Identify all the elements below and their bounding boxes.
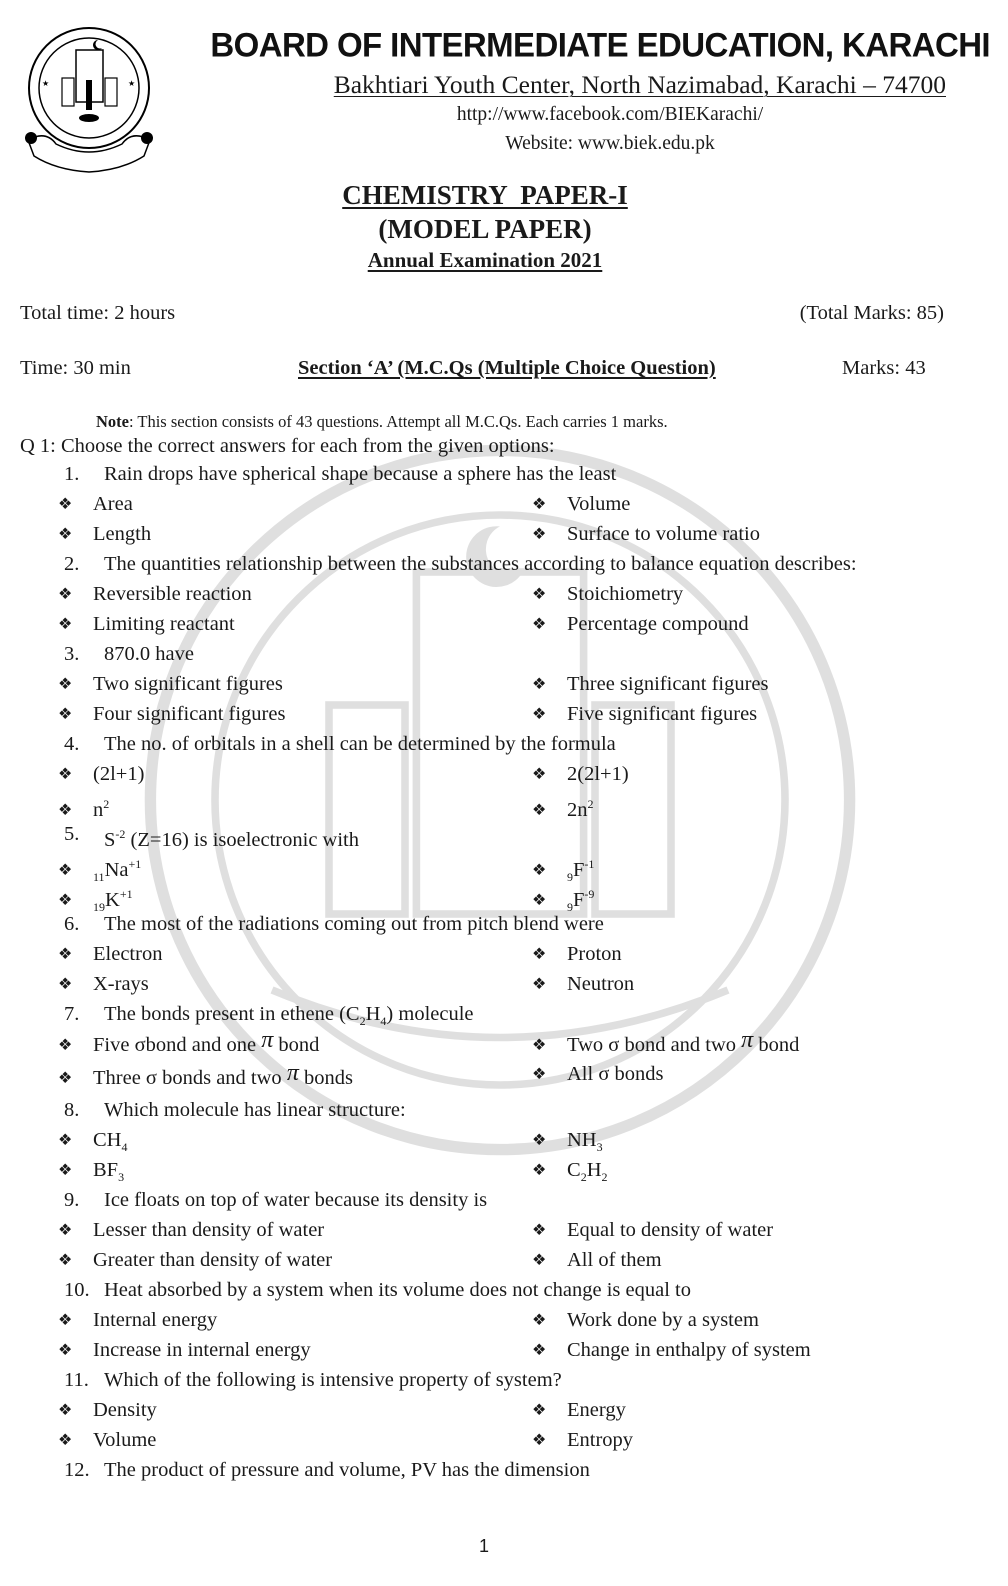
pi-symbol: π	[261, 1027, 274, 1053]
paper-subtitle	[250, 214, 720, 245]
diamond-bullet-icon: ❖	[58, 616, 73, 633]
question-number: 5.	[64, 823, 80, 845]
option-text: 2(2l+1)	[567, 763, 629, 785]
option[interactable]	[58, 1128, 127, 1159]
option[interactable]	[532, 522, 760, 548]
diamond-bullet-icon: ❖	[58, 1070, 73, 1087]
question-number: 9.	[64, 1189, 80, 1211]
diamond-bullet-icon: ❖	[58, 946, 73, 963]
superscript: 2	[587, 797, 594, 811]
option-text: Entropy	[567, 1429, 634, 1451]
option-text: BF	[93, 1159, 119, 1181]
diamond-bullet-icon: ❖	[58, 1162, 73, 1179]
option-text: (2l+1)	[93, 763, 145, 785]
option-text: Electron	[93, 943, 163, 965]
diamond-bullet-icon: ❖	[58, 586, 73, 603]
diamond-bullet-icon: ❖	[58, 1342, 73, 1359]
diamond-bullet-icon: ❖	[532, 891, 547, 909]
diamond-bullet-icon: ❖	[532, 1402, 547, 1419]
option[interactable]	[58, 762, 144, 788]
option-text: K	[105, 888, 120, 911]
diamond-bullet-icon: ❖	[532, 1312, 547, 1329]
subscript: 19	[93, 899, 105, 914]
question	[0, 1098, 1008, 1128]
option[interactable]	[532, 1308, 759, 1334]
q1-instruction: Q 1: Choose the correct answers for each from the given options:	[20, 435, 555, 457]
option-text: F	[573, 888, 585, 911]
diamond-bullet-icon: ❖	[58, 676, 73, 693]
superscript: -2	[115, 827, 126, 841]
diamond-bullet-icon: ❖	[58, 766, 73, 783]
superscript: -9	[584, 887, 595, 901]
question	[0, 552, 1008, 582]
option-text: Greater than density of water	[93, 1249, 333, 1271]
option[interactable]	[532, 1158, 608, 1189]
option-text: Three σ bonds and two	[93, 1067, 287, 1089]
pi-symbol: π	[286, 1060, 299, 1086]
option[interactable]	[58, 942, 162, 968]
option[interactable]	[58, 1027, 320, 1059]
diamond-bullet-icon: ❖	[58, 1037, 73, 1054]
option-text: n	[93, 798, 104, 821]
board-address	[200, 70, 946, 100]
option-text: Four significant figures	[93, 703, 286, 725]
exam-title-text: Annual Examination 2021	[367, 248, 603, 272]
diamond-bullet-icon: ❖	[532, 616, 547, 633]
facebook-link[interactable]: http://www.facebook.com/BIEKarachi/	[456, 104, 764, 125]
section-time: Time: 30 min	[20, 357, 131, 379]
question-number: 11.	[64, 1369, 89, 1391]
option[interactable]	[58, 492, 133, 518]
diamond-bullet-icon: ❖	[532, 1132, 547, 1149]
diamond-bullet-icon: ❖	[532, 1066, 547, 1083]
option-text: Stoichiometry	[567, 583, 684, 605]
text-part: (Z=16) is isoelectronic with	[125, 828, 359, 851]
total-time: Total time: 2 hours	[20, 302, 176, 324]
diamond-bullet-icon: ❖	[532, 1162, 547, 1179]
option[interactable]	[532, 1248, 662, 1274]
option-text: Energy	[567, 1399, 626, 1421]
diamond-bullet-icon: ❖	[532, 706, 547, 723]
section-marks: Marks: 43	[842, 357, 926, 379]
diamond-bullet-icon: ❖	[532, 861, 547, 879]
option-text: Na	[104, 858, 129, 881]
diamond-bullet-icon: ❖	[58, 976, 73, 993]
diamond-bullet-icon: ❖	[532, 1222, 547, 1239]
diamond-bullet-icon: ❖	[58, 801, 73, 819]
option-text: bond	[273, 1034, 320, 1056]
exam-title	[250, 248, 720, 273]
subscript: 3	[118, 1170, 125, 1185]
section-title-text: Section ‘A’ (M.C.Qs (Multiple Choice Question)	[298, 357, 716, 379]
diamond-bullet-icon: ❖	[58, 891, 73, 909]
option[interactable]	[532, 762, 629, 788]
subscript: 9	[567, 869, 573, 884]
option-text: Length	[93, 523, 152, 545]
diamond-bullet-icon: ❖	[58, 1432, 73, 1449]
option[interactable]	[532, 1027, 800, 1059]
question-number: 10.	[64, 1279, 90, 1301]
diamond-bullet-icon: ❖	[532, 946, 547, 963]
question-number: 12.	[64, 1459, 90, 1481]
option-text: All σ bonds	[567, 1063, 664, 1085]
option[interactable]	[58, 1338, 311, 1364]
option-text: Three significant figures	[567, 673, 769, 695]
subscript: 3	[596, 1140, 603, 1155]
option-text: Volume	[567, 493, 631, 515]
option[interactable]	[58, 1060, 353, 1092]
option-text: Equal to density of water	[567, 1219, 774, 1241]
option[interactable]	[58, 702, 285, 728]
option[interactable]	[532, 972, 634, 998]
option[interactable]	[532, 942, 622, 968]
question-text: Ice floats on top of water because its density is	[104, 1189, 488, 1211]
option[interactable]	[58, 522, 151, 548]
question-number: 6.	[64, 913, 80, 935]
question-text: 870.0 have	[104, 643, 194, 665]
option-text: C	[567, 1159, 581, 1181]
option-text: Volume	[93, 1429, 157, 1451]
paper-title-text: CHEMISTRY PAPER-I	[342, 180, 628, 210]
question-text: The quantities relationship between the substances according to balance equation describes:	[104, 553, 857, 575]
question-text: Heat absorbed by a system when its volume does not change is equal to	[104, 1279, 691, 1301]
subscript: 4	[121, 1140, 128, 1155]
pi-symbol: π	[741, 1027, 754, 1053]
option[interactable]	[532, 1338, 811, 1364]
biek-logo-icon	[16, 20, 162, 182]
option[interactable]	[58, 612, 235, 638]
question-text	[104, 822, 359, 852]
option-text: Work done by a system	[567, 1309, 759, 1331]
subscript: 4	[380, 1014, 387, 1029]
superscript: -1	[584, 857, 595, 871]
subscript: 2	[601, 1170, 608, 1185]
note-label: Note	[96, 412, 129, 431]
option-text: bonds	[298, 1067, 353, 1089]
diamond-bullet-icon: ❖	[532, 676, 547, 693]
text-part: ) molecule	[386, 1003, 474, 1025]
option[interactable]	[58, 1218, 324, 1244]
diamond-bullet-icon: ❖	[58, 706, 73, 723]
text-part: S	[104, 828, 116, 851]
option-text: Proton	[567, 943, 622, 965]
option-text: F	[573, 858, 585, 881]
option[interactable]	[532, 582, 683, 608]
option[interactable]	[532, 1128, 603, 1159]
option[interactable]	[532, 492, 630, 518]
subscript: 2	[359, 1014, 366, 1029]
text-part: The bonds present in ethene (C	[104, 1003, 360, 1025]
diamond-bullet-icon: ❖	[532, 1252, 547, 1269]
question	[0, 462, 1008, 492]
option[interactable]	[532, 1062, 663, 1088]
option[interactable]	[532, 1218, 773, 1244]
question-number: 4.	[64, 733, 80, 755]
question-text	[104, 1002, 474, 1033]
option[interactable]	[58, 1428, 156, 1454]
option-text: Change in enthalpy of system	[567, 1339, 811, 1361]
question	[0, 1002, 1008, 1032]
option-text: Increase in internal energy	[93, 1339, 311, 1361]
question-number: 1.	[64, 463, 80, 485]
option-text: bond	[753, 1034, 800, 1056]
question-text: The most of the radiations coming out from pitch blend were	[104, 913, 604, 935]
superscript: 2	[103, 797, 110, 811]
option-text: Two significant figures	[93, 673, 283, 695]
option-text: Two σ bond and two	[567, 1034, 742, 1056]
question	[0, 1278, 1008, 1308]
option-text: CH	[93, 1129, 122, 1151]
question-number: 2.	[64, 553, 80, 575]
diamond-bullet-icon: ❖	[58, 496, 73, 513]
option[interactable]	[58, 672, 283, 698]
option[interactable]	[58, 1248, 332, 1274]
question-text: Which molecule has linear structure:	[104, 1099, 406, 1121]
question	[0, 1368, 1008, 1398]
question-text: Which of the following is intensive property of system?	[104, 1369, 562, 1391]
subscript: 2	[580, 1170, 587, 1185]
svg-text:★: ★	[42, 79, 50, 88]
question-number: 7.	[64, 1003, 80, 1025]
diamond-bullet-icon: ❖	[58, 1252, 73, 1269]
option-text: Reversible reaction	[93, 583, 252, 605]
question	[0, 822, 1008, 852]
option-text: 2n	[567, 798, 588, 821]
diamond-bullet-icon: ❖	[532, 1432, 547, 1449]
paper-title	[250, 180, 720, 211]
option[interactable]	[58, 972, 149, 998]
question-text: The no. of orbitals in a shell can be determined by the formula	[104, 733, 616, 755]
option-text: Area	[93, 493, 133, 515]
subscript: 9	[567, 899, 573, 914]
website-link[interactable]: Website: www.biek.edu.pk	[505, 133, 715, 154]
option-text: Limiting reactant	[93, 613, 235, 635]
option-text: H	[586, 1159, 602, 1181]
option[interactable]	[58, 792, 109, 824]
option-text: All of them	[567, 1249, 662, 1271]
option[interactable]	[532, 1398, 626, 1424]
question	[0, 642, 1008, 672]
subscript: 11	[93, 869, 105, 884]
address-text: Bakhtiari Youth Center, North Nazimabad, Karachi – 74700	[333, 70, 946, 99]
question	[0, 912, 1008, 942]
section-title	[298, 357, 716, 380]
diamond-bullet-icon: ❖	[532, 1342, 547, 1359]
diamond-bullet-icon: ❖	[58, 861, 73, 879]
diamond-bullet-icon: ❖	[532, 976, 547, 993]
diamond-bullet-icon: ❖	[58, 1402, 73, 1419]
note	[96, 412, 668, 432]
option-text: NH	[567, 1129, 597, 1151]
question	[0, 1458, 1008, 1488]
page-number: 1	[478, 1536, 489, 1556]
question	[0, 732, 1008, 762]
option[interactable]	[532, 792, 594, 824]
diamond-bullet-icon: ❖	[532, 586, 547, 603]
board-title: BOARD OF INTERMEDIATE EDUCATION, KARACHI	[210, 25, 990, 64]
option-text: X-rays	[93, 973, 149, 995]
diamond-bullet-icon: ❖	[532, 496, 547, 513]
diamond-bullet-icon: ❖	[58, 526, 73, 543]
question-text: The product of pressure and volume, PV has the dimension	[104, 1459, 590, 1481]
diamond-bullet-icon: ❖	[58, 1312, 73, 1329]
question-number: 3.	[64, 643, 80, 665]
diamond-bullet-icon: ❖	[532, 801, 547, 819]
superscript: +1	[128, 857, 142, 871]
question	[0, 1188, 1008, 1218]
option[interactable]	[58, 1308, 217, 1334]
option-text: Lesser than density of water	[93, 1219, 325, 1241]
diamond-bullet-icon: ❖	[58, 1222, 73, 1239]
diamond-bullet-icon: ❖	[532, 1037, 547, 1054]
diamond-bullet-icon: ❖	[58, 1132, 73, 1149]
note-text: : This section consists of 43 questions. Attempt all M.C.Qs. Each carries 1 marks.	[128, 412, 668, 431]
option-text: Density	[93, 1399, 157, 1421]
option[interactable]	[58, 582, 252, 608]
option[interactable]	[532, 612, 749, 638]
question-number: 8.	[64, 1099, 80, 1121]
option[interactable]	[58, 1158, 124, 1189]
paper-subtitle-text: (MODEL PAPER)	[378, 214, 592, 244]
option-text: Five significant figures	[567, 703, 758, 725]
question-text: Rain drops have spherical shape because a sphere has the least	[104, 463, 617, 485]
option[interactable]	[58, 1398, 157, 1424]
option-text: Percentage compound	[567, 613, 749, 635]
option-text: Five σbond and one	[93, 1034, 262, 1056]
total-marks: (Total Marks: 85)	[799, 302, 944, 324]
svg-text:★: ★	[128, 79, 136, 88]
option[interactable]	[532, 1428, 633, 1454]
option-text: Neutron	[567, 973, 635, 995]
diamond-bullet-icon: ❖	[532, 526, 547, 543]
option-text: Internal energy	[93, 1309, 218, 1331]
option[interactable]	[532, 702, 757, 728]
option[interactable]	[532, 672, 769, 698]
diamond-bullet-icon: ❖	[532, 766, 547, 783]
option-text: Surface to volume ratio	[567, 523, 760, 545]
text-part: H	[365, 1003, 381, 1025]
question-list	[0, 462, 1008, 1488]
superscript: +1	[119, 887, 133, 901]
